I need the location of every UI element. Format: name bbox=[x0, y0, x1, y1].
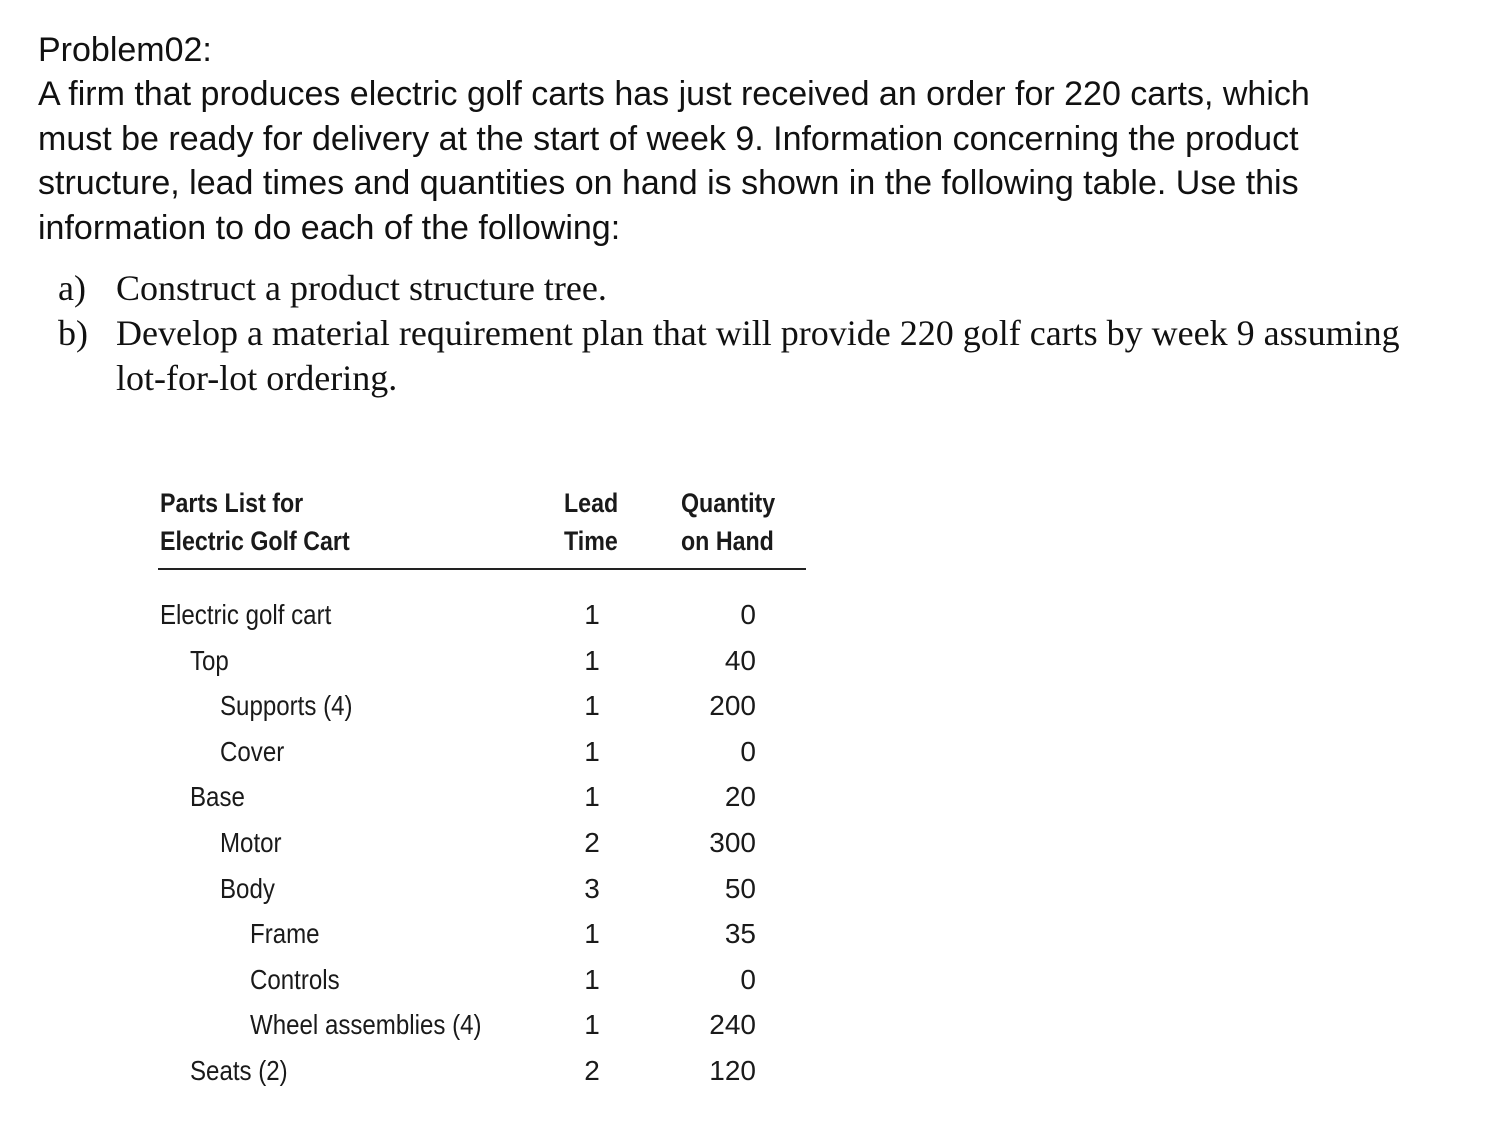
lead-time: 1 bbox=[584, 963, 600, 995]
lead-time: 1 bbox=[584, 735, 600, 767]
table-row bbox=[158, 911, 806, 957]
lead-time: 2 bbox=[584, 1054, 600, 1086]
task-list bbox=[58, 266, 1458, 401]
quantity-on-hand: 120 bbox=[709, 1054, 756, 1086]
table-body bbox=[158, 592, 806, 1094]
header-parts-list bbox=[160, 484, 350, 560]
parts-list-table bbox=[158, 482, 806, 1094]
quantity-on-hand: 200 bbox=[709, 690, 756, 722]
intro-line: A firm that produces electric golf carts has just received an order for 220 carts, which bbox=[38, 75, 1310, 113]
part-name: Cover bbox=[220, 735, 285, 767]
lead-time: 3 bbox=[584, 872, 600, 904]
intro-line: must be ready for delivery at the start of week 9. Information concerning the product bbox=[38, 119, 1299, 158]
part-name: Wheel assemblies (4) bbox=[250, 1009, 482, 1041]
header-text: Parts List for bbox=[160, 488, 304, 518]
part-name: Top bbox=[190, 644, 229, 676]
task-item-b bbox=[58, 311, 1458, 401]
part-name: Motor bbox=[220, 826, 282, 858]
part-name: Electric golf cart bbox=[160, 599, 332, 630]
table-header bbox=[158, 482, 806, 570]
table-row bbox=[158, 683, 806, 729]
part-name: Seats (2) bbox=[190, 1054, 288, 1086]
part-name: Supports (4) bbox=[220, 690, 353, 722]
table-row bbox=[158, 957, 806, 1003]
quantity-on-hand: 0 bbox=[740, 599, 756, 630]
lead-time: 1 bbox=[584, 781, 600, 813]
quantity-on-hand: 20 bbox=[724, 781, 756, 813]
lead-time: 2 bbox=[584, 826, 600, 858]
header-text: Time bbox=[564, 526, 618, 556]
task-text: Construct a product structure tree. bbox=[116, 268, 607, 308]
part-name: Frame bbox=[250, 918, 320, 950]
lead-time: 1 bbox=[584, 1009, 600, 1041]
table-row bbox=[158, 820, 806, 866]
table-row bbox=[158, 729, 806, 775]
table-row bbox=[158, 1002, 806, 1048]
lead-time: 1 bbox=[584, 599, 600, 630]
quantity-on-hand: 40 bbox=[724, 644, 756, 676]
task-item-a bbox=[58, 266, 1458, 311]
intro-line: structure, lead times and quantities on hand is shown in the following table. Use this bbox=[38, 164, 1299, 202]
task-marker: a) bbox=[58, 268, 86, 308]
header-text: Lead bbox=[564, 488, 619, 518]
header-lead-time bbox=[564, 484, 618, 560]
part-name: Controls bbox=[250, 963, 340, 995]
task-text: Develop a material requirement plan that will provide 220 golf carts by week 9 assuming lot-for-lot ordering. bbox=[116, 313, 1400, 398]
header-text: on Hand bbox=[681, 526, 774, 556]
intro-line: information to do each of the following: bbox=[38, 208, 621, 247]
header-text: Electric Golf Cart bbox=[160, 526, 350, 556]
problem-document bbox=[38, 28, 1488, 250]
quantity-on-hand: 240 bbox=[709, 1009, 756, 1041]
lead-time: 1 bbox=[584, 644, 600, 676]
quantity-on-hand: 300 bbox=[709, 826, 756, 858]
header-quantity-on-hand bbox=[681, 484, 775, 560]
quantity-on-hand: 0 bbox=[740, 963, 756, 995]
problem-intro bbox=[38, 72, 1488, 250]
lead-time: 1 bbox=[584, 918, 600, 950]
quantity-on-hand: 35 bbox=[724, 918, 756, 950]
problem-title: Problem02: bbox=[38, 31, 212, 69]
table-row bbox=[158, 638, 806, 684]
task-marker: b) bbox=[58, 313, 88, 353]
table-row bbox=[158, 1048, 806, 1094]
lead-time: 1 bbox=[584, 690, 600, 722]
table-row bbox=[158, 774, 806, 820]
quantity-on-hand: 0 bbox=[740, 735, 756, 767]
table-row bbox=[158, 866, 806, 912]
table-row bbox=[158, 592, 806, 638]
part-name: Body bbox=[220, 872, 275, 904]
quantity-on-hand: 50 bbox=[724, 872, 756, 904]
header-text: Quantity bbox=[681, 488, 776, 518]
part-name: Base bbox=[190, 781, 245, 813]
